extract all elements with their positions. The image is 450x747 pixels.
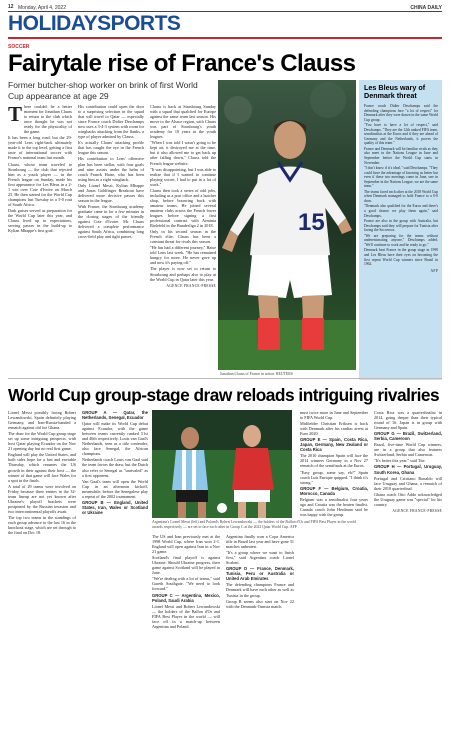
draw-column-3 xyxy=(152,534,220,630)
paragraph: Brazil, five-time World Cup winners, are in a group that also features Switzerland, Serbia and Cameroon. xyxy=(374,442,442,458)
paragraph: "When I was told I wasn't going to be kept on, it destroyed me at the time, but it also allowed me to get back up after falling down," Clauss told the French league website. xyxy=(150,140,216,166)
paragraph: "Denmark also qualified for the Euros and there's a good chance we play them again," said Deschamps. xyxy=(364,204,438,218)
paragraph: Lionel Messi possibly facing Robert Lewandowski, Spain definitely playing Germany, and Iran-Russia-handed a rematch against old foe Ghana. xyxy=(8,410,76,431)
group-heading: GROUP C — Argentina, Mexico, Poland, Saudi Arabia xyxy=(152,592,220,603)
paragraph: Ghana coach Otto Addo acknowledged the Uruguay game was "special" for his country. xyxy=(374,491,442,507)
byline: AGENCE FRANCE-PRESSE xyxy=(392,508,442,513)
group-heading: GROUP D — France, Denmark, Tunisia, Peru or Australia or United Arab Emirates xyxy=(226,566,294,582)
paragraph: The teams faced each other at the 2018 World Cup when Denmark managed to hold France to a 0-0 draw. xyxy=(364,189,438,203)
sidebar-box xyxy=(359,80,442,380)
group-heading: GROUP E — Spain, Costa Rica, Japan, Germany, New Zealand or Costa Rica xyxy=(300,437,368,453)
sidebar-title: Les Bleus wary of Denmark threat xyxy=(364,83,426,100)
player-photo-illustration xyxy=(218,80,356,370)
headline: Fairytale rise of France's Clauss xyxy=(8,50,356,77)
section-label: HOLIDAYSPORTS xyxy=(8,12,181,35)
paragraph: Denmark beat France in the group stage in 1998 and Les Bleus have their eyes on becoming the first repeat World Cup winners since Brazil in 1962. xyxy=(364,248,438,267)
paragraph: "It's better this year," said Tite. xyxy=(374,458,426,464)
paragraph: Clauss then took a series of odd jobs, including as a post office and a butcher shop, before bouncing back with amateur teams. He joined several amateur clubs across the French lower leagues before signing a first professional contract with Arminia Bielefeld in the Bundesliga 2 in 2018. xyxy=(150,187,216,229)
paragraph: "He has had a different journey," Haise told Lens last week. "He has remained hungry for more. He never gave up and now it's paying off." xyxy=(150,245,216,266)
paragraph: His contribution to Lens' offensive plan has been stellar, with four goals and nine assists under the helm of coach Franck Haise, who has been using him as a right wingback. xyxy=(78,156,144,182)
publication-name: CHINA DAILY xyxy=(410,5,442,11)
draw-column-2 xyxy=(82,410,148,516)
paragraph: "Easy group, some say, eh?" Spain coach Luis Enrique quipped. "I think it's strong." xyxy=(300,469,368,485)
sidebar-body xyxy=(364,104,438,273)
paragraph: France are also in the group with Australia, but Deschamps said they will prepare for Tunisia after facing the Socceroos. xyxy=(364,219,438,233)
paragraph: "I don't know if it's ideal," said Deschamps. "They could have the advantage of knowing us better but even if these two meetings come in June, one in September in the Nations League, we are the same team." xyxy=(364,166,438,189)
paragraph: Van Gaal's team will open the World Cup in an afternoon kickoff, meanwhile, before the Senegalese play a repeat of the 2002 tournament. xyxy=(82,478,148,499)
paragraph: The defending champions France and Denmark will have each other as well as Tunisia in the group. xyxy=(226,582,294,598)
page-number: 12 xyxy=(8,4,14,10)
paragraph: Belgium was a semifinalist four years ago and Croatia was the beaten finalist. Canada coach John Herdman said he was happy with the group. xyxy=(300,496,368,517)
paragraph: here couldn't be a better moment for Jonathan Clauss to return to the club which once thought he was not ready for the physicality of the game. xyxy=(24,104,72,135)
paragraph: Dark guises served as preparation for the World Cup later this year, and Clauss lived up to expectations, serving passes in the build-up to Kylian Mbappe's first goal. xyxy=(8,207,72,234)
group-heading: GROUP G — Brazil, Switzerland, Serbia, Cameroon xyxy=(374,431,442,442)
paragraph: The 2010 champion Spain will face the 2014 winners Germany in a Nov 27 rematch of the semifinals at the Euros. xyxy=(300,453,368,469)
player-photo xyxy=(218,80,356,370)
dropcap: T xyxy=(8,102,23,126)
paragraph: Netherlands coach Louis van Gaal said the team favors the draw, but the Dutch also refer to Senegal as "unrivaled" as a first opponent. xyxy=(82,457,149,478)
paragraph: "We're dealing with a lot of teams," said Gareth Southgate. "We need to look forward." xyxy=(152,576,220,592)
photo-caption: Jonathan Clauss of France in action. REUTERS xyxy=(220,372,293,376)
group-heading: GROUP A — Qatar, the Netherlands, Senegal, Ecuador xyxy=(82,410,148,421)
paragraph: The US and Iran previously met at the 1998 World Cup, where Iran won 2-1. England will open against Iran in a Nov 21 game. xyxy=(152,534,220,555)
paragraph: It has been a long road, but the 29-year-old Lens right-back ultimately made it to the top level, getting a first taste of international soccer with France's national team last month. xyxy=(8,135,72,161)
draw-column-1 xyxy=(8,410,76,536)
paragraph: Only Lionel Messi, Kylian Mbappe and Jonas Goldfinger Breakout have delivered more decisive passes this season in the league. xyxy=(78,182,144,203)
paragraph: His contribution could open the door to a surprising selection in the squad that will travel to Qatar — especially since France coach Didier Deschamps now uses a 3-4-3 system with room for wingbacks attacking from the flanks, a type of player admired by Clauss. xyxy=(78,104,144,140)
draw-column-6 xyxy=(374,410,442,514)
paragraph: With France, the Strasbourg academy graduate came in for a few minutes in the closing stages of the friendly against Cote d'Ivoire. Mr. Clauss delivered a complete performance against South Africa, combining long cross-field play and tight passes. xyxy=(78,203,144,240)
article-column-1 xyxy=(8,104,72,234)
group-heading: GROUP H — Portugal, Uruguay, South Korea, Ghana xyxy=(374,464,442,475)
paragraph: "It was disappointing, but I was able to realize that if I wanted to continue playing soccer, I had to put in a lot of work." xyxy=(150,166,216,187)
paragraph: "We are preparing for the teams without underestimating anyone," Deschamps added. "We'll continue to work and be ready to go." xyxy=(364,233,438,247)
article-column-2 xyxy=(78,104,144,240)
paragraph: France coach Didier Deschamps said the defending champions face "a lot of respect" for Denmark after they were drawn in the same World Cup group. xyxy=(364,104,438,122)
paragraph: Qatar will make its World Cup debut against Ecuador, with the game between teams currently ranked 51st and 46th respectively. Louis van Gaal's Netherlands, seen as a title contender, also face Senegal, the African champions. xyxy=(82,421,148,457)
photo-2-caption: Argentina's Lionel Messi (left) and Poland's Robert Lewandowski — the holders of the Ballon d'Or and FIFA Best Player in the world awards respectively — are set to face each other in Group C at the 2022 Qatar World Cup. AFP xyxy=(152,520,356,529)
standfirst: Former butcher-shop worker on brink of first World Cup appearance at age 29 xyxy=(8,80,198,101)
paragraph: The player is now set to return to Strasbourg and perhaps also to play at the World Cup in Qatar later this year. xyxy=(150,266,216,282)
paragraph: Lionel Messi and Robert Lewandowski — the holders of the Ballon d'Or and FIFA Best Player in the world — will face off in a match-up between Argentina and Poland. xyxy=(152,603,220,629)
messi-lewandowski-photo xyxy=(152,410,292,518)
paragraph: Clauss is back at Strasbourg Sunday with a squad that qualified for Europe against the same team last season. His move to the Alsace region, with Clauss was part of Strasbourg's youth academy for 10 years in the youth leagues. xyxy=(150,104,216,140)
paragraph: Scotland's final playoff is against Ukraine. Should Ukraine progress, their game against Scotland will be played in June. xyxy=(152,555,220,576)
paragraph: It's actually Clauss' attacking profile that has caught the eye in the French league this season. xyxy=(78,140,144,156)
paragraph: Clauss, whose team traveled to Strasbourg — the club that rejected him as a youth player — in the French league on Sunday, made his first appearance for Les Bleus in a 2-1 win over Cote d'Ivoire on March 25. He then started for the World Cup champions last Tuesday in a 5-0 rout of South Africa. xyxy=(8,161,72,207)
paragraph: Argentina finally won a Copa America title in Brazil last year and have gone 31 matches unbeaten. xyxy=(226,534,294,550)
paragraph: The top two teams in the standings of each group advance to the last 16 in the knockout stage, which are set through to the final on Dec 18. xyxy=(8,514,76,536)
draw-column-5 xyxy=(300,410,368,518)
byline: AFP xyxy=(430,268,438,273)
paragraph: must twice more in June and September to FIFA World Cup. xyxy=(300,410,368,421)
paragraph: The draw for the World Cup group stage set up some intriguing prospects, with host Qatar playing Ecuador on the Nov 21 opening day but no real first game. xyxy=(8,431,76,452)
headline-2: World Cup group-stage draw reloads intriguing rivalries xyxy=(8,385,440,405)
paragraph: Portugal and Cristiano Ronaldo will face Uruguay and Ghana, a rematch of their 2010 quarterfinal. xyxy=(374,475,442,491)
section-rule xyxy=(8,37,442,39)
paragraph: Group B seems also start on Nov 22 with the Denmark-Tunisia match. xyxy=(226,598,294,609)
paragraph: "It's a group where we want to finish first," said Argentina coach Lionel Scaloni. xyxy=(226,550,294,566)
byline: AGENCE FRANCE-PRESSE xyxy=(166,283,216,288)
paragraph: France and Denmark will be familiar rivals as they also meet in the Nations League in June and September before the World Cup starts in November. xyxy=(364,146,439,165)
group-heading: GROUP B — England, United States, Iran, Wales or Scotland or Ukraine xyxy=(82,499,148,515)
page-date: Monday, April 4, 2022 xyxy=(18,5,66,11)
svg-text:15: 15 xyxy=(298,209,325,236)
group-heading: GROUP F — Belgium, Croatia, Morocco, Canada xyxy=(300,485,368,496)
story-divider xyxy=(8,378,442,379)
paragraph: Costa Rica was a quarterfinalist in 2014, going deeper than their typical round of 16. Japan is in group with Germany and Spain. xyxy=(374,410,442,431)
paragraph: Only in his second season in the French elite, Clauss has been a constant threat for rivals this season. xyxy=(150,229,216,245)
article-column-3 xyxy=(150,104,216,289)
match-photo-illustration xyxy=(152,410,292,518)
paragraph: England will play the United States, and both sides hope for a fast and enviable Thursday, which resumes the US growth in their against their host — the winner of that game will face Wales for a spot in the finals. xyxy=(8,452,76,483)
paragraph: "You have to have a lot of respect," said Deschamps. "They are the 12th ranked FIFA team, semifinalists at the Euros and if they are ahead of Germany and the Netherlands, it proves the quality of this team." xyxy=(364,123,438,146)
kicker: SOCCER xyxy=(8,44,30,50)
paragraph: A total of 29 teams were involved on Friday because three entries in the 32-team lineup are not yet known after Ukraine's playoff brackets were postponed by the Russian invasion and two intercontinental playoffs await. xyxy=(8,483,76,514)
draw-column-4 xyxy=(226,534,294,610)
paragraph: Midfielder Christian Eriksen is back with Denmark after his cardiac arrest at Euro 2020. xyxy=(300,421,368,437)
